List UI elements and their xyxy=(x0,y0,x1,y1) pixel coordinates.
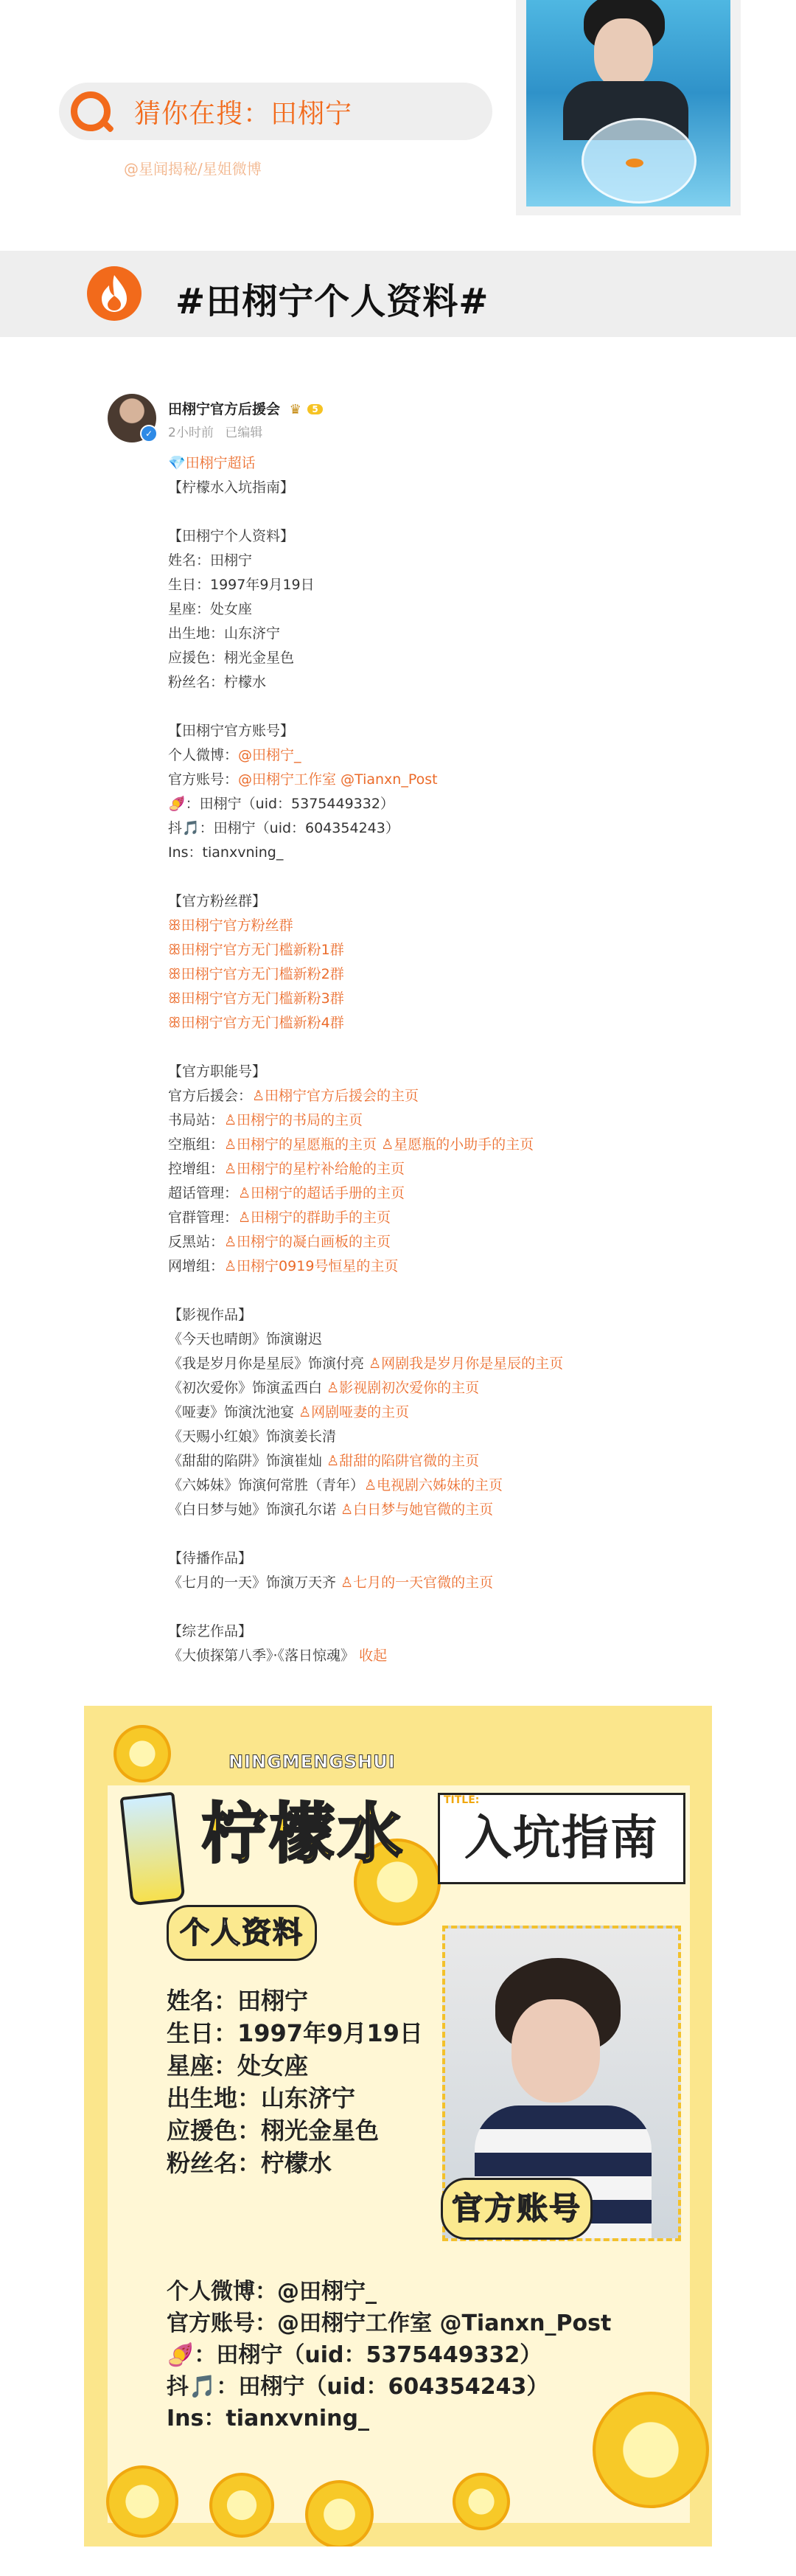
author-name-text: 田栩宁官方后援会 xyxy=(168,401,281,417)
post-link[interactable]: ♙田栩宁的凝白画板的主页 xyxy=(224,1234,391,1250)
post-text: 【田栩宁个人资料】 xyxy=(168,528,295,544)
post-link[interactable]: ♙影视剧初次爱你的主页 xyxy=(327,1380,480,1396)
post-link[interactable]: ꕥ田栩宁官方无门槛新粉3群 xyxy=(168,990,344,1007)
verified-icon: ✓ xyxy=(140,425,158,442)
post-line xyxy=(168,1303,728,1327)
author-name[interactable] xyxy=(168,398,323,418)
post-line xyxy=(168,1546,728,1571)
post-link[interactable]: ♙田栩宁的群助手的主页 xyxy=(238,1209,391,1226)
post-line xyxy=(168,524,728,549)
post-line xyxy=(168,914,728,938)
poster-account-line: 个人微博：@田栩宁_ xyxy=(167,2279,377,2305)
post-line xyxy=(168,500,728,524)
post-line xyxy=(168,695,728,719)
poster-profile-list xyxy=(167,1985,423,2179)
post-text: 🍠：田栩宁（uid：5375449332） xyxy=(168,796,394,812)
post-text: 应援色：栩光金星色 xyxy=(168,650,295,666)
post-link[interactable]: ♙网剧我是岁月你是星辰的主页 xyxy=(369,1355,564,1372)
post-text: 官群管理： xyxy=(168,1209,239,1226)
post-link[interactable]: ♙田栩宁的星愿瓶的主页 ♙星愿瓶的小助手的主页 xyxy=(224,1136,534,1153)
post-line xyxy=(168,476,728,500)
post-line xyxy=(168,1108,728,1133)
post-text: 生日：1997年9月19日 xyxy=(168,577,315,593)
post-line xyxy=(168,1644,728,1668)
avatar[interactable] xyxy=(108,394,156,442)
post-line xyxy=(168,987,728,1011)
post-line xyxy=(168,1473,728,1498)
post-link[interactable]: ꕥ田栩宁官方无门槛新粉4群 xyxy=(168,1015,344,1031)
post-text: 《六姊妹》饰演何常胜（青年） xyxy=(168,1477,365,1493)
poster-title-right: 入坑指南 xyxy=(438,1793,685,1884)
post-link[interactable]: ♙电视剧六姊妹的主页 xyxy=(364,1477,503,1493)
post-line xyxy=(168,1619,728,1644)
lemon-icon xyxy=(305,2480,374,2547)
post-line xyxy=(168,1084,728,1108)
post-text: 反黑站： xyxy=(168,1234,225,1250)
post-line xyxy=(168,1011,728,1035)
post-link[interactable]: ♙田栩宁官方后援会的主页 xyxy=(252,1088,419,1104)
post-text: 官方后援会： xyxy=(168,1088,253,1104)
post-line xyxy=(168,719,728,743)
search-suggestion-text: 猜你在搜：田栩宁 xyxy=(134,98,353,129)
post-line xyxy=(168,792,728,816)
post-line xyxy=(168,1060,728,1084)
post-text: 《甜甜的陷阱》饰演崔灿 xyxy=(168,1453,327,1469)
poster-title-tag: TITLE: xyxy=(444,1794,480,1806)
post-link[interactable]: @田栩宁_ xyxy=(238,747,301,763)
top-photo[interactable] xyxy=(516,0,741,215)
post-link[interactable]: ♙田栩宁的星柠补给舱的主页 xyxy=(224,1161,405,1177)
poster-title-left: 柠檬水 xyxy=(202,1796,406,1872)
post-link[interactable]: ♙网剧哑妻的主页 xyxy=(298,1404,410,1420)
post-text: 控增组： xyxy=(168,1161,225,1177)
post-text: 【综艺作品】 xyxy=(168,1623,253,1639)
post-text: 网增组： xyxy=(168,1258,225,1274)
post-line xyxy=(168,1449,728,1473)
search-suggestion[interactable] xyxy=(59,83,492,140)
poster-section-accounts: 官方账号 xyxy=(441,2178,593,2240)
post-line xyxy=(168,451,728,476)
post-line xyxy=(168,1279,728,1303)
post-line xyxy=(168,865,728,889)
post-line xyxy=(168,646,728,670)
post-line xyxy=(168,1327,728,1352)
post-text: 空瓶组： xyxy=(168,1136,225,1153)
post-body xyxy=(168,451,728,1668)
post-text: 《我是岁月你是星辰》饰演付亮 xyxy=(168,1355,369,1372)
post-line xyxy=(168,670,728,695)
post-line xyxy=(168,768,728,792)
topic-title: #田栩宁个人资料# xyxy=(175,281,489,322)
post-text: 《七月的一天》饰演万天齐 xyxy=(168,1575,341,1591)
post-text: 个人微博： xyxy=(168,747,239,763)
post-link[interactable]: ♙田栩宁的书局的主页 xyxy=(224,1112,363,1128)
post-text: 《哑妻》饰演沈池宴 xyxy=(168,1404,299,1420)
post-text: 《大侦探第八季》·《落日惊魂》 xyxy=(168,1648,360,1664)
post-link[interactable]: ♙七月的一天官微的主页 xyxy=(341,1575,494,1591)
post-line xyxy=(168,597,728,622)
poster-account-line: Ins：tianxvning_ xyxy=(167,2406,369,2431)
post-text: 出生地：山东济宁 xyxy=(168,625,281,642)
post-text: 星座：处女座 xyxy=(168,601,253,617)
crown-icon: ♛ xyxy=(289,402,301,417)
post-link[interactable]: ♙田栩宁0919号恒星的主页 xyxy=(224,1258,399,1274)
post-line xyxy=(168,1035,728,1060)
post-text: 抖🎵：田栩宁（uid：604354243） xyxy=(168,820,399,836)
edited-label: 已编辑 xyxy=(225,426,263,440)
post-line xyxy=(168,1376,728,1400)
post-text: 姓名：田栩宁 xyxy=(168,552,253,569)
post-link[interactable]: ♙田栩宁的超话手册的主页 xyxy=(238,1185,405,1201)
post-text: 【官方粉丝群】 xyxy=(168,893,267,909)
post-line xyxy=(168,1522,728,1546)
post-text: 书局站： xyxy=(168,1112,225,1128)
post-link[interactable]: ♙白日梦与她官微的主页 xyxy=(341,1501,494,1518)
post-link[interactable]: 收起 xyxy=(359,1648,388,1664)
poster-accounts-list xyxy=(167,2276,611,2434)
post-line xyxy=(168,889,728,914)
post-link[interactable]: 💎田栩宁超话 xyxy=(168,455,256,471)
post-text: 超话管理： xyxy=(168,1185,239,1201)
post-line xyxy=(168,1181,728,1206)
post-link[interactable]: ꕥ田栩宁官方无门槛新粉1群 xyxy=(168,942,344,958)
post-line xyxy=(168,1254,728,1279)
post-text: 《今天也晴朗》饰演谢迟 xyxy=(168,1331,323,1347)
lemon-icon xyxy=(106,2465,178,2538)
poster-profile-line: 出生地：山东济宁 xyxy=(167,2084,356,2112)
search-icon xyxy=(71,91,111,131)
post-line xyxy=(168,1352,728,1376)
post-line xyxy=(168,1230,728,1254)
post-text: 【官方职能号】 xyxy=(168,1063,267,1080)
top-photo-image xyxy=(526,0,730,206)
poster-account-line: 🍠：田栩宁（uid：5375449332） xyxy=(167,2342,542,2368)
poster-profile-line: 星座：处女座 xyxy=(167,2052,309,2080)
post-line xyxy=(168,1157,728,1181)
post-text: 【田栩宁官方账号】 xyxy=(168,723,295,739)
post-line xyxy=(168,622,728,646)
post-meta xyxy=(168,422,262,440)
lemon-icon xyxy=(114,1725,171,1782)
post-text: 粉丝名：柠檬水 xyxy=(168,674,267,690)
post-text: 【待播作品】 xyxy=(168,1550,253,1566)
lemon-icon xyxy=(209,2473,274,2538)
post-line xyxy=(168,1206,728,1230)
post-text: 《初次爱你》饰演孟西白 xyxy=(168,1380,327,1396)
poster-profile-line: 应援色：栩光金星色 xyxy=(167,2117,380,2145)
poster-image[interactable] xyxy=(84,1706,712,2547)
lemonade-glass-icon xyxy=(119,1792,185,1906)
poster-profile-line: 生日：1997年9月19日 xyxy=(167,2019,423,2047)
post-line xyxy=(168,743,728,768)
poster-profile-line: 姓名：田栩宁 xyxy=(167,1987,309,2015)
post-text: 【影视作品】 xyxy=(168,1307,253,1323)
poster-account-line: 官方账号：@田栩宁工作室 @Tianxn_Post xyxy=(167,2311,612,2336)
post-line xyxy=(168,573,728,597)
post-text: 官方账号： xyxy=(168,771,239,788)
post-line xyxy=(168,962,728,987)
source-watermark: @星闻揭秘/星姐微博 xyxy=(124,160,262,178)
post-line xyxy=(168,1133,728,1157)
post-line xyxy=(168,1595,728,1619)
post-line xyxy=(168,1400,728,1425)
post-text: Ins：tianxvning_ xyxy=(168,844,284,861)
post-text: 《白日梦与她》饰演孔尔诺 xyxy=(168,1501,341,1518)
post-link[interactable]: ꕥ田栩宁官方粉丝群 xyxy=(168,917,293,934)
post-line xyxy=(168,549,728,573)
lemon-icon xyxy=(453,2473,510,2530)
post-link[interactable]: @田栩宁工作室 @Tianxn_Post xyxy=(238,771,438,788)
poster-section-profile: 个人资料 xyxy=(167,1905,317,1961)
post-link[interactable]: ♙甜甜的陷阱官微的主页 xyxy=(327,1453,480,1469)
post-line xyxy=(168,1425,728,1449)
fire-icon xyxy=(87,266,142,321)
post-line xyxy=(168,1498,728,1522)
topic-banner[interactable] xyxy=(0,251,796,337)
post-text: 【柠檬水入坑指南】 xyxy=(168,479,295,496)
poster-account-line: 抖🎵：田栩宁（uid：604354243） xyxy=(167,2374,549,2400)
level-badge: 5 xyxy=(307,404,322,414)
post-line xyxy=(168,816,728,841)
post-text: 《天赐小红娘》饰演姜长清 xyxy=(168,1428,337,1445)
poster-profile-line: 粉丝名：柠檬水 xyxy=(167,2149,332,2177)
post-time: 2小时前 xyxy=(168,426,214,440)
post-line xyxy=(168,938,728,962)
poster-subtitle: NINGMENGSHUI xyxy=(228,1752,396,1772)
post-line xyxy=(168,841,728,865)
post-link[interactable]: ꕥ田栩宁官方无门槛新粉2群 xyxy=(168,966,344,982)
post-line xyxy=(168,1571,728,1595)
